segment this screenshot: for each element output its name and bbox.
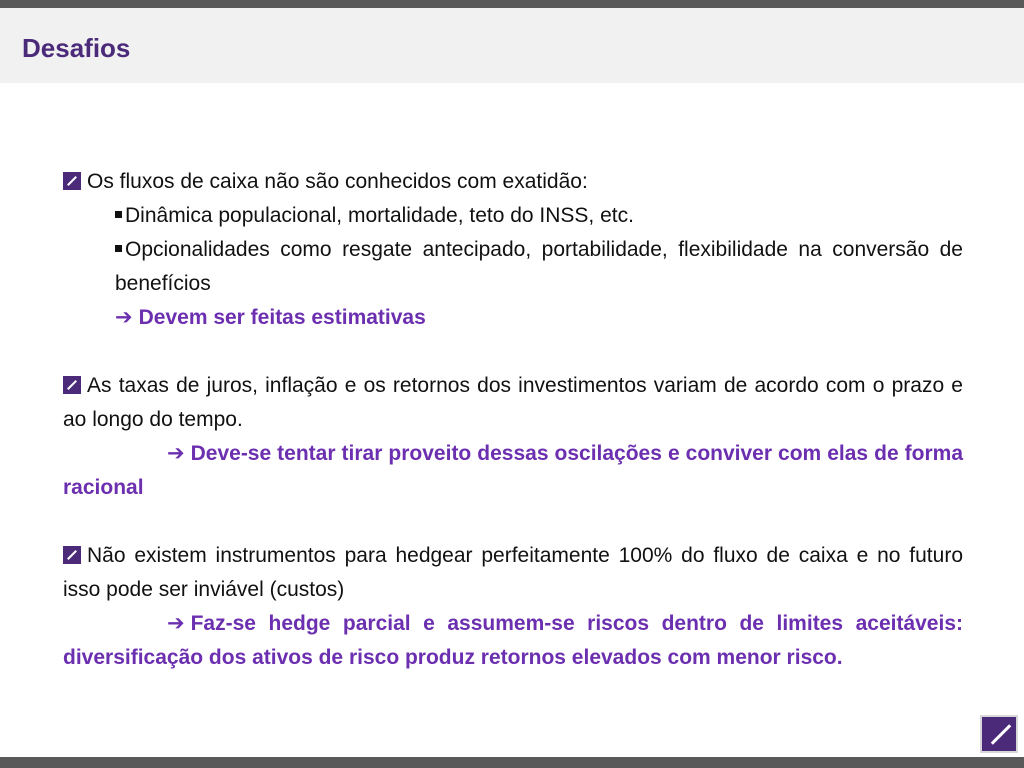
right-arrow-icon: ➔ xyxy=(167,442,185,465)
bullet-text: Não existem instrumentos para hedgear perfeitamente 100% do fluxo de caixa e no futuro isso pode ser inviável (custos) xyxy=(63,544,963,601)
bullet-line xyxy=(63,165,963,199)
slide-content xyxy=(63,165,963,675)
bullet-block xyxy=(63,539,963,675)
bullet-text: Os fluxos de caixa não são conhecidos com exatidão: xyxy=(87,170,588,193)
bullet-block xyxy=(63,165,963,335)
sub-item xyxy=(63,233,963,301)
conclusion xyxy=(63,607,963,675)
slide-title: Desafios xyxy=(22,33,131,63)
square-bullet-icon xyxy=(115,245,122,252)
bullet-line xyxy=(63,539,963,607)
sub-item-text: Dinâmica populacional, mortalidade, teto do INSS, etc. xyxy=(125,204,634,227)
bullet-text: As taxas de juros, inflação e os retornos dos investimentos variam de acordo com o prazo e ao longo do tempo. xyxy=(63,374,963,431)
pen-square-icon xyxy=(63,376,81,394)
header xyxy=(0,8,1024,83)
bottom-bar xyxy=(0,757,1024,768)
pen-square-icon xyxy=(63,546,81,564)
square-bullet-icon xyxy=(115,211,122,218)
conclusion xyxy=(63,301,963,335)
bullet-block xyxy=(63,369,963,505)
conclusion-text: Deve-se tentar tirar proveito dessas oscilações e conviver com elas de forma racional xyxy=(63,442,963,499)
sub-item-text: Opcionalidades como resgate antecipado, portabilidade, flexibilidade na conversão de benefícios xyxy=(115,238,963,295)
pen-square-icon xyxy=(63,172,81,190)
conclusion-text: Faz-se hedge parcial e assumem-se riscos dentro de limites aceitáveis: diversificação dos ativos de risco produz retornos elevados com menor risco. xyxy=(63,612,963,669)
conclusion xyxy=(63,437,963,505)
right-arrow-icon: ➔ xyxy=(115,306,133,329)
logo-icon xyxy=(980,715,1018,753)
conclusion-text: Devem ser feitas estimativas xyxy=(138,306,426,329)
bullet-line xyxy=(63,369,963,437)
sub-item xyxy=(63,199,963,233)
right-arrow-icon: ➔ xyxy=(167,612,185,635)
top-bar xyxy=(0,0,1024,8)
